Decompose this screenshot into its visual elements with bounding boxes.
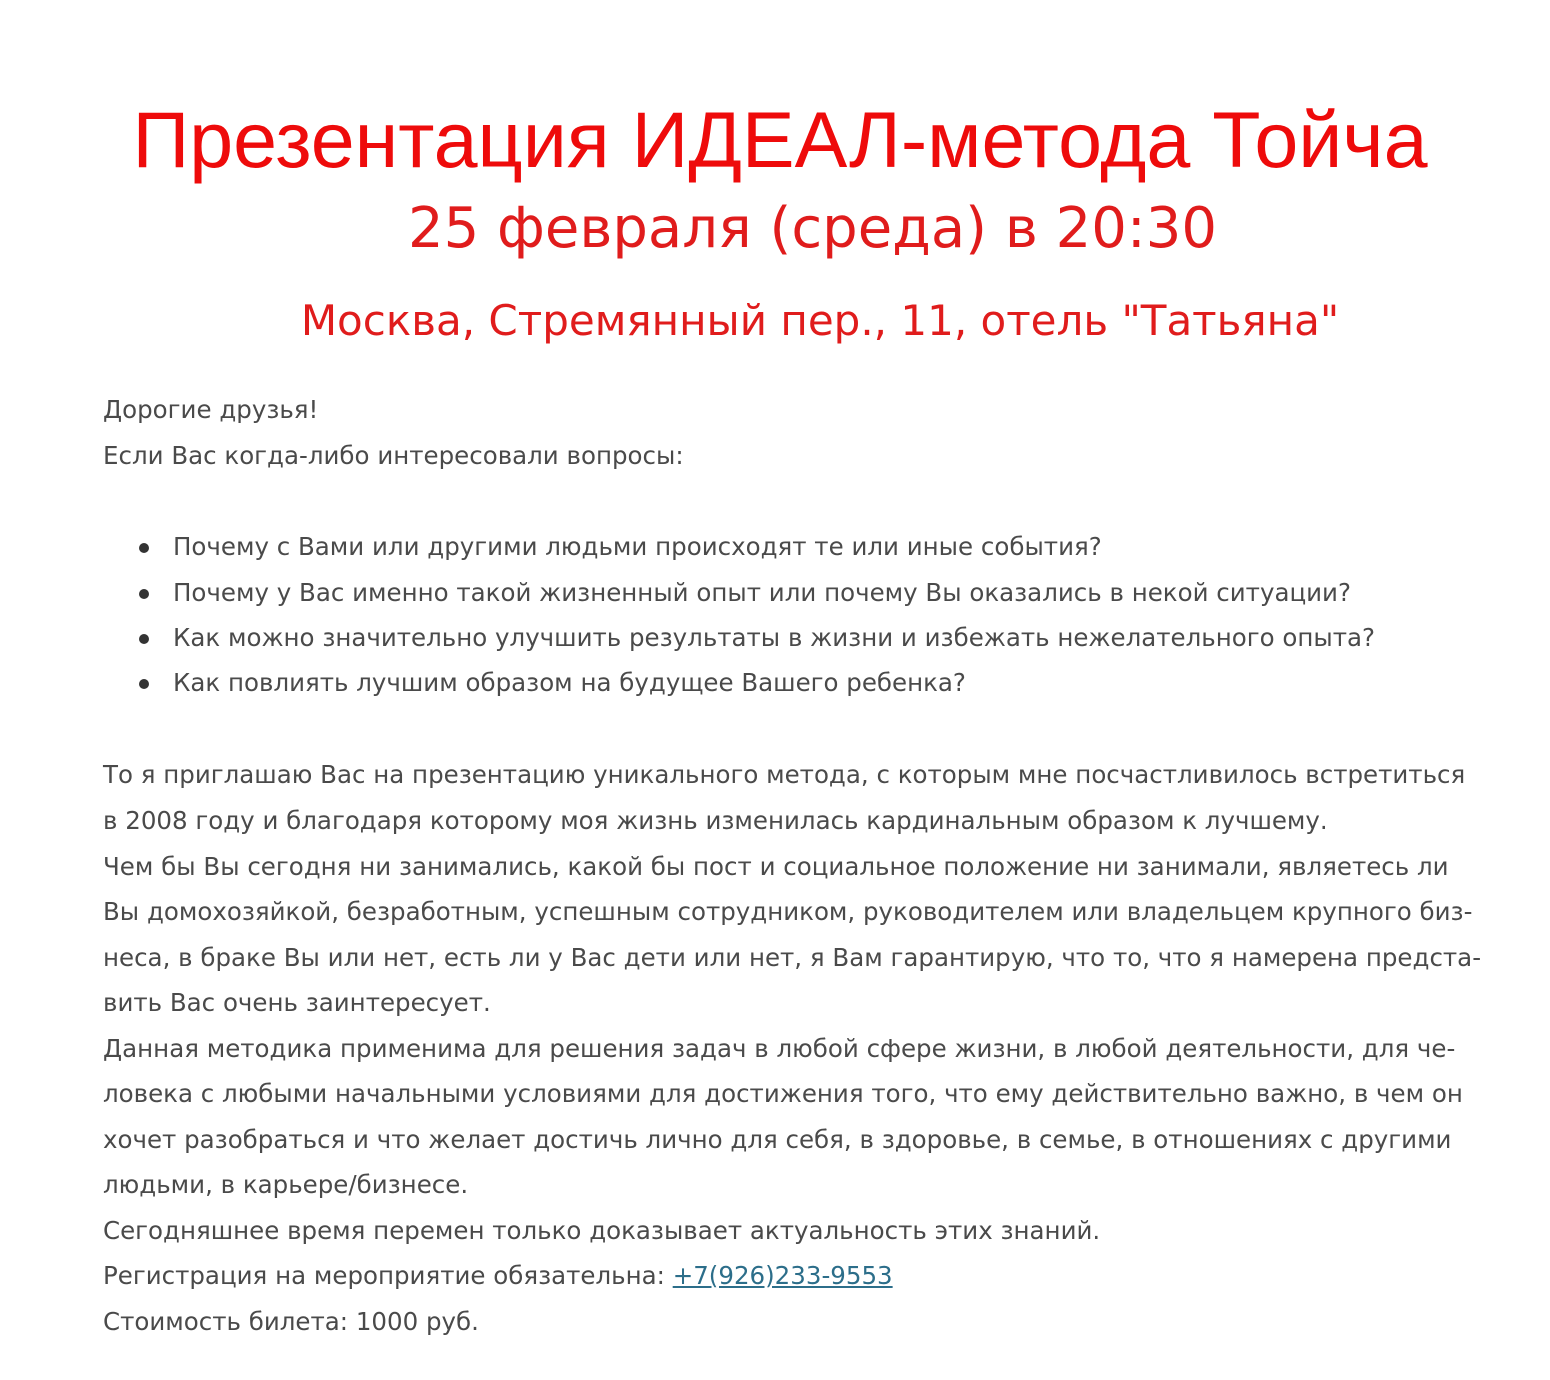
body-line: Вы домохозяйкой, безработным, успешным сотрудником, руководителем или владельцем крупного биз- bbox=[103, 897, 1473, 926]
list-item bbox=[173, 530, 1102, 564]
body-line: ловека с любыми начальными условиями для достижения того, что ему действительно важно, в чем он bbox=[103, 1079, 1463, 1108]
body-line: людьми, в карьере/бизнесе. bbox=[103, 1170, 469, 1199]
registration-phone-link[interactable]: +7(926)233-9553 bbox=[672, 1261, 893, 1290]
body-line: вить Вас очень заинтересует. bbox=[103, 988, 491, 1017]
event-location: Москва, Стремянный пер., 11, отель "Татьяна" bbox=[300, 296, 1340, 345]
list-item-text: Почему с Вами или другими людьми происходят те или иные события? bbox=[173, 532, 1102, 561]
list-item-text: Как повлиять лучшим образом на будущее Вашего ребенка? bbox=[173, 668, 966, 697]
body-line: То я приглашаю Вас на презентацию уникального метода, с которым мне посчастливилось встретиться bbox=[103, 760, 1466, 789]
registration-label: Регистрация на мероприятие обязательна: bbox=[103, 1261, 673, 1290]
bullet-icon bbox=[139, 589, 149, 599]
bullet-icon bbox=[139, 634, 149, 644]
event-title: Презентация ИДЕАЛ-метода Тойча bbox=[132, 95, 1428, 184]
bullet-icon bbox=[139, 679, 149, 689]
greeting: Дорогие друзья! bbox=[103, 395, 319, 424]
registration-line bbox=[103, 1259, 893, 1293]
list-item-text: Почему у Вас именно такой жизненный опыт или почему Вы оказались в некой ситуации? bbox=[173, 578, 1351, 607]
body-line: Чем бы Вы сегодня ни занимались, какой бы пост и социальное положение ни занимали, являетесь ли bbox=[103, 852, 1449, 881]
event-date: 25 февраля (среда) в 20:30 bbox=[407, 196, 1218, 261]
body-line: Данная методика применима для решения задач в любой сфере жизни, в любой деятельности, для че- bbox=[103, 1034, 1456, 1063]
body-line: хочет разобраться и что желает достичь лично для себя, в здоровье, в семье, в отношениях с другими bbox=[103, 1125, 1452, 1154]
body-line: Сегодняшнее время перемен только доказывает актуальность этих знаний. bbox=[103, 1216, 1101, 1245]
list-item bbox=[173, 576, 1351, 610]
bullet-icon bbox=[139, 543, 149, 553]
list-item-text: Как можно значительно улучшить результаты в жизни и избежать нежелательного опыта? bbox=[173, 623, 1375, 652]
body-line: неса, в браке Вы или нет, есть ли у Вас дети или нет, я Вам гарантирую, что то, что я намерена предста- bbox=[103, 943, 1482, 972]
list-item bbox=[173, 666, 966, 700]
body-line: в 2008 году и благодаря которому моя жизнь изменилась кардинальным образом к лучшему. bbox=[103, 806, 1328, 835]
question-lead: Если Вас когда-либо интересовали вопросы: bbox=[103, 441, 684, 470]
ticket-price: Стоимость билета: 1000 руб. bbox=[103, 1307, 479, 1336]
list-item bbox=[173, 621, 1375, 655]
